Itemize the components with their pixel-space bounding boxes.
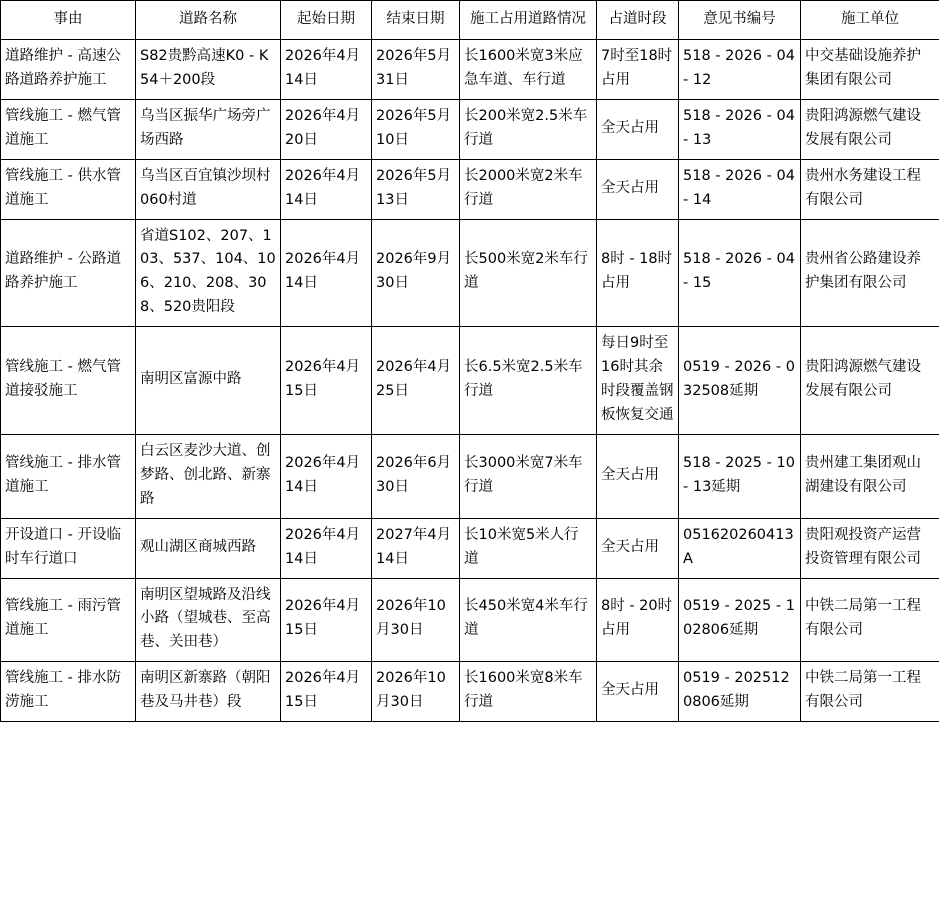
table-body — [1, 40, 939, 722]
cell-end-date: 2026年10月30日 — [372, 578, 460, 662]
cell-construction-unit: 中铁二局第一工程有限公司 — [801, 662, 939, 722]
table-header — [1, 1, 939, 40]
cell-construction-unit: 贵州水务建设工程有限公司 — [801, 159, 939, 219]
table-row — [1, 159, 939, 219]
cell-period: 8时 - 18时占用 — [597, 219, 679, 327]
cell-period: 全天占用 — [597, 99, 679, 159]
cell-occupation: 长1600米宽3米应急车道、车行道 — [460, 40, 597, 100]
column-header-occupation: 施工占用道路情况 — [460, 1, 597, 40]
cell-start-date: 2026年4月14日 — [281, 219, 372, 327]
cell-end-date: 2026年6月30日 — [372, 434, 460, 518]
cell-reason: 管线施工 - 燃气管道施工 — [1, 99, 136, 159]
cell-reason: 管线施工 - 供水管道施工 — [1, 159, 136, 219]
cell-reason: 道路维护 - 高速公路道路养护施工 — [1, 40, 136, 100]
cell-construction-unit: 贵州建工集团观山湖建设有限公司 — [801, 434, 939, 518]
cell-construction-unit: 贵阳观投资产运营投资管理有限公司 — [801, 518, 939, 578]
cell-end-date: 2026年9月30日 — [372, 219, 460, 327]
cell-period: 8时 - 20时占用 — [597, 578, 679, 662]
cell-reason: 道路维护 - 公路道路养护施工 — [1, 219, 136, 327]
column-header-reason: 事由 — [1, 1, 136, 40]
column-header-end-date: 结束日期 — [372, 1, 460, 40]
cell-reason: 管线施工 - 燃气管道接驳施工 — [1, 327, 136, 435]
cell-start-date: 2026年4月20日 — [281, 99, 372, 159]
cell-end-date: 2026年5月13日 — [372, 159, 460, 219]
column-header-period: 占道时段 — [597, 1, 679, 40]
cell-road-name: 观山湖区商城西路 — [136, 518, 281, 578]
column-header-start-date: 起始日期 — [281, 1, 372, 40]
column-header-road-name: 道路名称 — [136, 1, 281, 40]
cell-period: 全天占用 — [597, 159, 679, 219]
table-row — [1, 219, 939, 327]
cell-start-date: 2026年4月14日 — [281, 434, 372, 518]
cell-occupation: 长200米宽2.5米车行道 — [460, 99, 597, 159]
cell-period: 每日9时至16时其余时段覆盖钢板恢复交通 — [597, 327, 679, 435]
column-header-document-number: 意见书编号 — [679, 1, 801, 40]
table-row — [1, 434, 939, 518]
cell-occupation: 长500米宽2米车行道 — [460, 219, 597, 327]
cell-end-date: 2026年4月25日 — [372, 327, 460, 435]
cell-document-number: 0519 - 2025120806延期 — [679, 662, 801, 722]
cell-construction-unit: 中铁二局第一工程有限公司 — [801, 578, 939, 662]
cell-construction-unit: 贵阳鸿源燃气建设发展有限公司 — [801, 327, 939, 435]
cell-end-date: 2026年10月30日 — [372, 662, 460, 722]
cell-document-number: 518 - 2025 - 10 - 13延期 — [679, 434, 801, 518]
cell-occupation: 长1600米宽8米车行道 — [460, 662, 597, 722]
cell-start-date: 2026年4月14日 — [281, 159, 372, 219]
table-row — [1, 327, 939, 435]
cell-period: 全天占用 — [597, 434, 679, 518]
cell-document-number: 518 - 2026 - 04 - 15 — [679, 219, 801, 327]
cell-document-number: 518 - 2026 - 04 - 14 — [679, 159, 801, 219]
cell-construction-unit: 中交基础设施养护集团有限公司 — [801, 40, 939, 100]
cell-road-name: 南明区望城路及沿线小路（望城巷、至高巷、关田巷） — [136, 578, 281, 662]
cell-construction-unit: 贵阳鸿源燃气建设发展有限公司 — [801, 99, 939, 159]
table-row — [1, 99, 939, 159]
cell-period: 全天占用 — [597, 518, 679, 578]
cell-road-name: S82贵黔高速K0 - K54＋200段 — [136, 40, 281, 100]
cell-start-date: 2026年4月14日 — [281, 518, 372, 578]
cell-end-date: 2027年4月14日 — [372, 518, 460, 578]
table-header-row — [1, 1, 939, 40]
cell-end-date: 2026年5月10日 — [372, 99, 460, 159]
cell-start-date: 2026年4月14日 — [281, 40, 372, 100]
cell-document-number: 518 - 2026 - 04 - 12 — [679, 40, 801, 100]
cell-occupation: 长450米宽4米车行道 — [460, 578, 597, 662]
cell-start-date: 2026年4月15日 — [281, 662, 372, 722]
cell-period: 全天占用 — [597, 662, 679, 722]
table-row — [1, 578, 939, 662]
cell-reason: 管线施工 - 雨污管道施工 — [1, 578, 136, 662]
table-row — [1, 518, 939, 578]
table-row — [1, 662, 939, 722]
cell-document-number: 0519 - 2025 - 102806延期 — [679, 578, 801, 662]
table-row — [1, 40, 939, 100]
cell-occupation: 长3000米宽7米车行道 — [460, 434, 597, 518]
cell-road-name: 南明区新寨路（朝阳巷及马井巷）段 — [136, 662, 281, 722]
cell-occupation: 长6.5米宽2.5米车行道 — [460, 327, 597, 435]
cell-road-name: 白云区麦沙大道、创梦路、创北路、新寨路 — [136, 434, 281, 518]
cell-reason: 管线施工 - 排水防涝施工 — [1, 662, 136, 722]
cell-reason: 开设道口 - 开设临时车行道口 — [1, 518, 136, 578]
cell-start-date: 2026年4月15日 — [281, 327, 372, 435]
cell-period: 7时至18时占用 — [597, 40, 679, 100]
cell-road-name: 省道S102、207、103、537、104、106、210、208、308、520贵阳段 — [136, 219, 281, 327]
cell-occupation: 长10米宽5米人行道 — [460, 518, 597, 578]
cell-road-name: 乌当区振华广场旁广场西路 — [136, 99, 281, 159]
cell-document-number: 0519 - 2026 - 032508延期 — [679, 327, 801, 435]
cell-document-number: 051620260413A — [679, 518, 801, 578]
cell-construction-unit: 贵州省公路建设养护集团有限公司 — [801, 219, 939, 327]
column-header-construction-unit: 施工单位 — [801, 1, 939, 40]
cell-reason: 管线施工 - 排水管道施工 — [1, 434, 136, 518]
cell-end-date: 2026年5月31日 — [372, 40, 460, 100]
cell-road-name: 南明区富源中路 — [136, 327, 281, 435]
cell-document-number: 518 - 2026 - 04 - 13 — [679, 99, 801, 159]
cell-start-date: 2026年4月15日 — [281, 578, 372, 662]
cell-road-name: 乌当区百宜镇沙坝村060村道 — [136, 159, 281, 219]
cell-occupation: 长2000米宽2米车行道 — [460, 159, 597, 219]
